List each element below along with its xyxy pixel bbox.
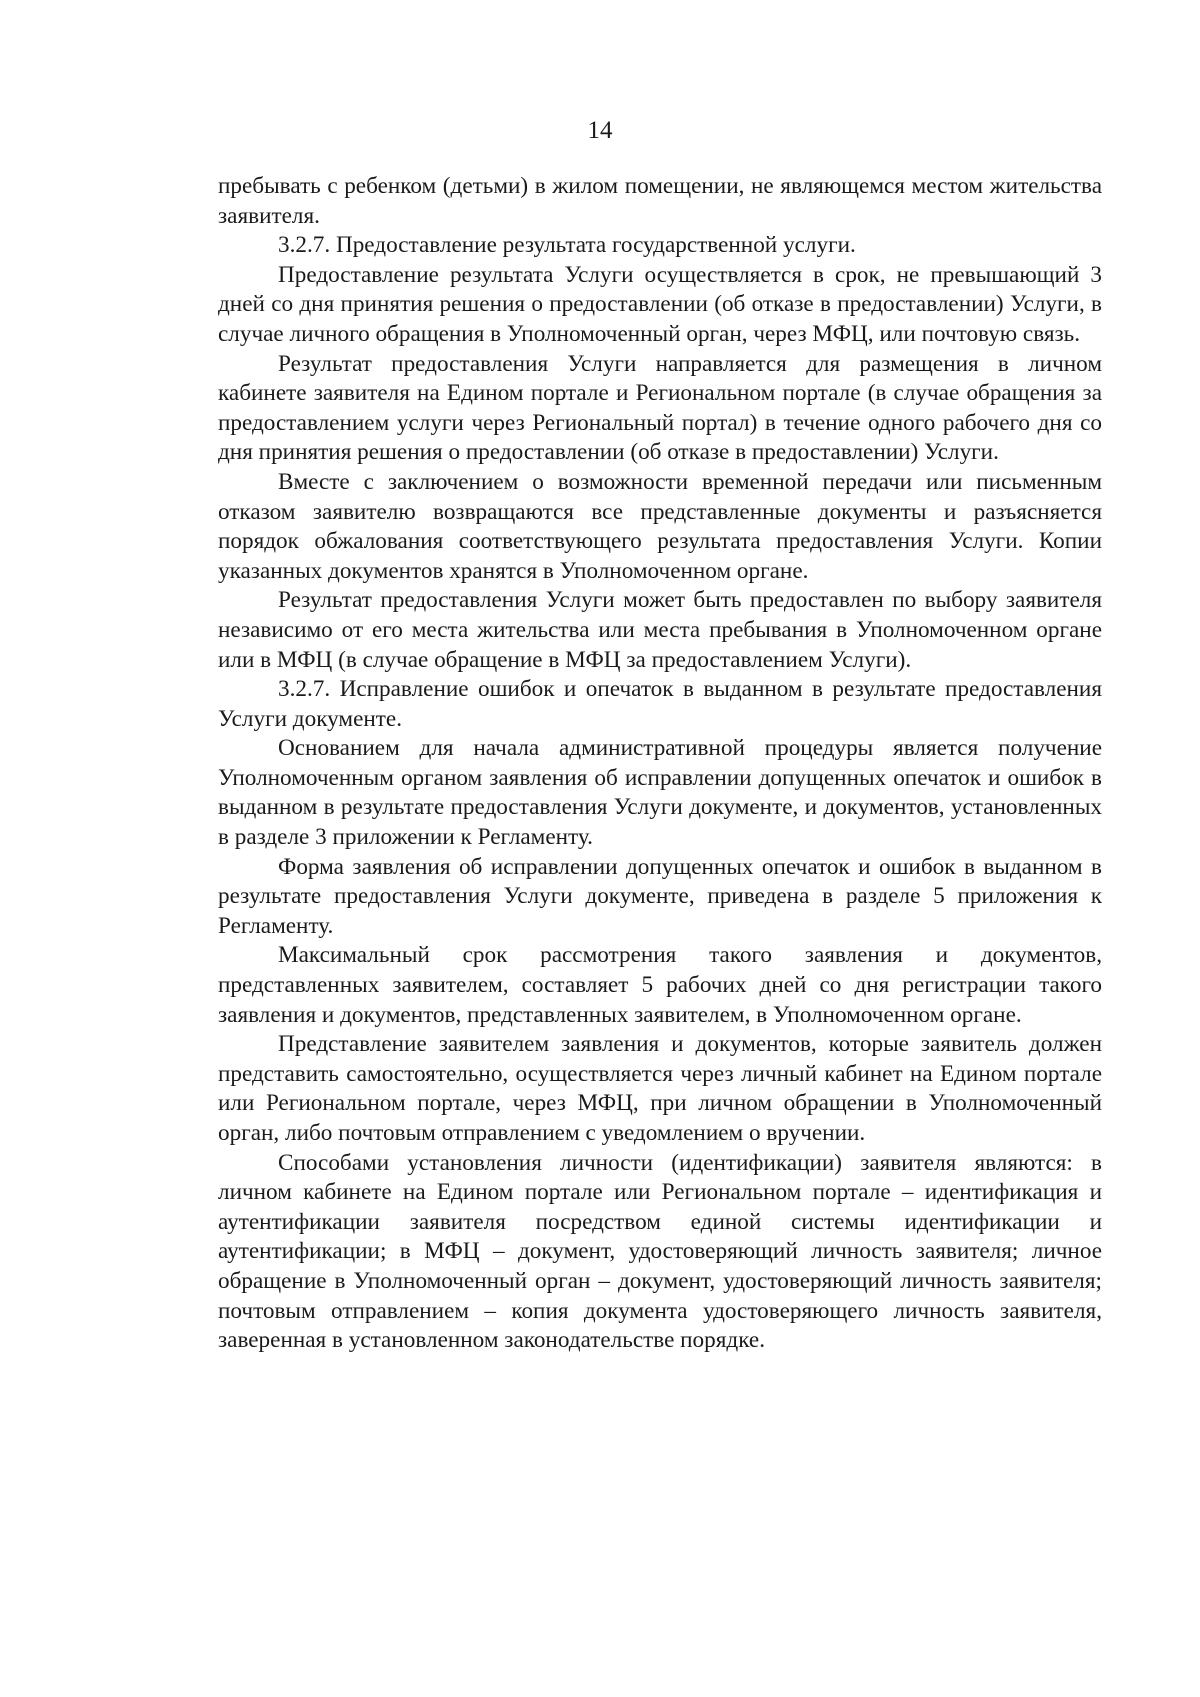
paragraph-result-term: Предоставление результата Услуги осуществляется в срок, не превышающий 3 дней со дня принятия решения о предоставлении (об отказе в предоставлении) Услуги, в случае личного обращения в Уполномоченный орган, через МФЦ, или почтовую связь. [218, 261, 1102, 347]
page-number: 14 [587, 117, 613, 144]
section-heading-3-2-7-corrections: 3.2.7. Исправление ошибок и опечаток в выданном в результате предоставления Услуги документе. [218, 676, 1102, 732]
paragraph-submission: Представление заявителем заявления и документов, которые заявитель должен представить самостоятельно, осуществляется через личный кабинет на Едином портале или Региональном портале, через МФЦ, при личном обращении в Уполномоченный орган, либо почтовым отправлением с уведомлением о вручении. [218, 1031, 1102, 1146]
paragraph-max-term: Максимальный срок рассмотрения такого заявления и документов, представленных заявителем, составляет 5 рабочих дней со дня регистрации такого заявления и документов, представленных заявителем, в Уполномоченном органе. [218, 942, 1102, 1028]
paragraph-return-documents: Вместе с заключением о возможности временной передачи или письменным отказом заявителю возвращаются все представленные документы и разъясняется порядок обжалования соответствующего результата предоставления Услуги. Копии указанных документов хранятся в Уполномоченном органе. [218, 468, 1102, 584]
paragraph-result-cabinet: Результат предоставления Услуги направляется для размещения в личном кабинете заявителя на Едином портале и Региональном портале (в случае обращения за предоставлением услуги через Региональный портал) в течение одного рабочего дня со дня принятия решения о предоставлении (об отказе в предоставлении) Услуги. [218, 350, 1102, 466]
paragraph-form: Форма заявления об исправлении допущенных опечаток и ошибок в выданном в результате предоставления Услуги документе, приведена в разделе 5 приложения к Регламенту. [218, 853, 1102, 939]
section-heading-3-2-7-result: 3.2.7. Предоставление результата государственной услуги. [278, 232, 856, 259]
paragraph-identification: Способами установления личности (идентификации) заявителя являются: в личном кабинете на Едином портале или Региональном портале – идентификация и аутентификации заявителя посредством единой системы идентификации и аутентификации; в МФЦ – документ, удостоверяющий личность заявителя; личное обращение в Уполномоченный орган – документ, удостоверяющий личность заявителя; почтовым отправлением – копия документа удостоверяющего личность заявителя, заверенная в установленном законодательстве порядке. [218, 1149, 1102, 1354]
paragraph-continuation: пребывать с ребенком (детьми) в жилом помещении, не являющемся местом жительства заявителя. [218, 173, 1102, 229]
paragraph-grounds: Основанием для начала административной процедуры является получение Уполномоченным органом заявления об исправлении допущенных опечаток и ошибок в выданном в результате предоставления Услуги документе, и документов, установленных в разделе 3 приложении к Регламенту. [218, 735, 1102, 851]
document-body [218, 172, 1102, 1356]
paragraph-result-choice: Результат предоставления Услуги может быть предоставлен по выбору заявителя независимо от его места жительства или места пребывания в Уполномоченном органе или в МФЦ (в случае обращение в МФЦ за предоставлением Услуги). [218, 587, 1102, 673]
